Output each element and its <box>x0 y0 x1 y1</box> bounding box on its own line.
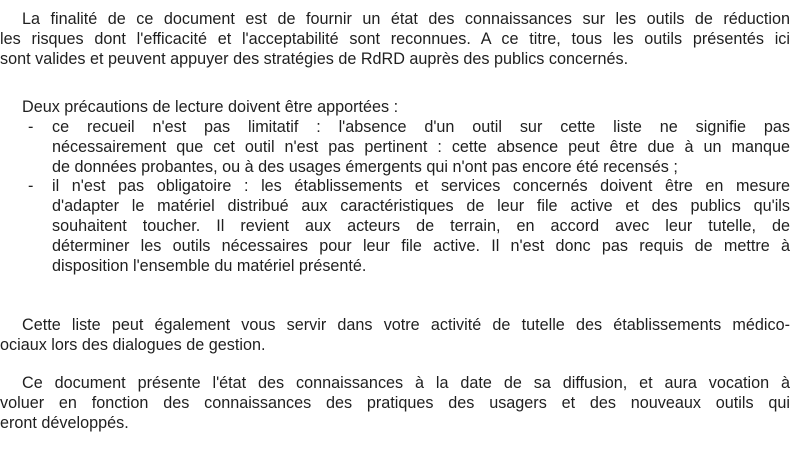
paragraph-line: Cette liste peut également vous servir dans votre activité de tutelle des établissements médico- <box>22 316 790 334</box>
list-item-line: de données probantes, ou à des usages émergents qui n'ont pas encore été recensés ; <box>52 157 678 176</box>
paragraph-line: Deux précautions de lecture doivent être apportées : <box>22 98 399 116</box>
list-item <box>0 177 790 276</box>
list-item-line: d'adapter le matériel distribué aux caractéristiques de leur file active et des publics qu'ils <box>52 197 790 216</box>
precautions-list <box>0 118 790 276</box>
paragraph-line: Ce document présente l'état des connaissances à la date de sa diffusion, et aura vocation à <box>22 374 790 392</box>
list-item <box>0 118 790 177</box>
list-item-line: déterminer les outils nécessaires pour leur file active. Il n'est donc pas requis de mettre à <box>52 236 790 255</box>
paragraph-line: les risques dont l'efficacité et l'acceptabilité sont reconnues. A ce titre, tous les outils présentés ici <box>0 29 790 48</box>
paragraph-line: eront développés. <box>0 413 129 432</box>
paragraph-line: sont valides et peuvent appuyer des stratégies de RdRD auprès des publics concernés. <box>0 49 629 68</box>
list-item-line: ce recueil n'est pas limitatif : l'absence d'un outil sur cette liste ne signifie pas <box>52 118 790 136</box>
paragraph-purpose <box>0 10 790 69</box>
paragraph-usage <box>0 316 790 356</box>
bullet-dash: - <box>28 118 34 136</box>
paragraph-evolution <box>0 374 790 433</box>
paragraph-line: La finalité de ce document est de fournir un état des connaissances sur les outils de réduction <box>22 10 790 28</box>
list-item-line: nécessairement que cet outil n'est pas pertinent : cette absence peut être due à un manque <box>52 137 790 156</box>
paragraph-line: ociaux lors des dialogues de gestion. <box>0 335 266 354</box>
list-item-line: disposition l'ensemble du matériel présenté. <box>52 256 367 275</box>
paragraph-precautions-intro <box>0 98 790 118</box>
list-item-line: il n'est pas obligatoire : les établissements et services concernés doivent être en mesure <box>52 177 790 196</box>
bullet-dash: - <box>28 177 34 196</box>
paragraph-line: voluer en fonction des connaissances des pratiques des usagers et des nouveaux outils qui <box>0 393 790 412</box>
list-item-line: souhaitent toucher. Il revient aux acteurs de terrain, en accord avec leur tutelle, de <box>52 216 790 235</box>
